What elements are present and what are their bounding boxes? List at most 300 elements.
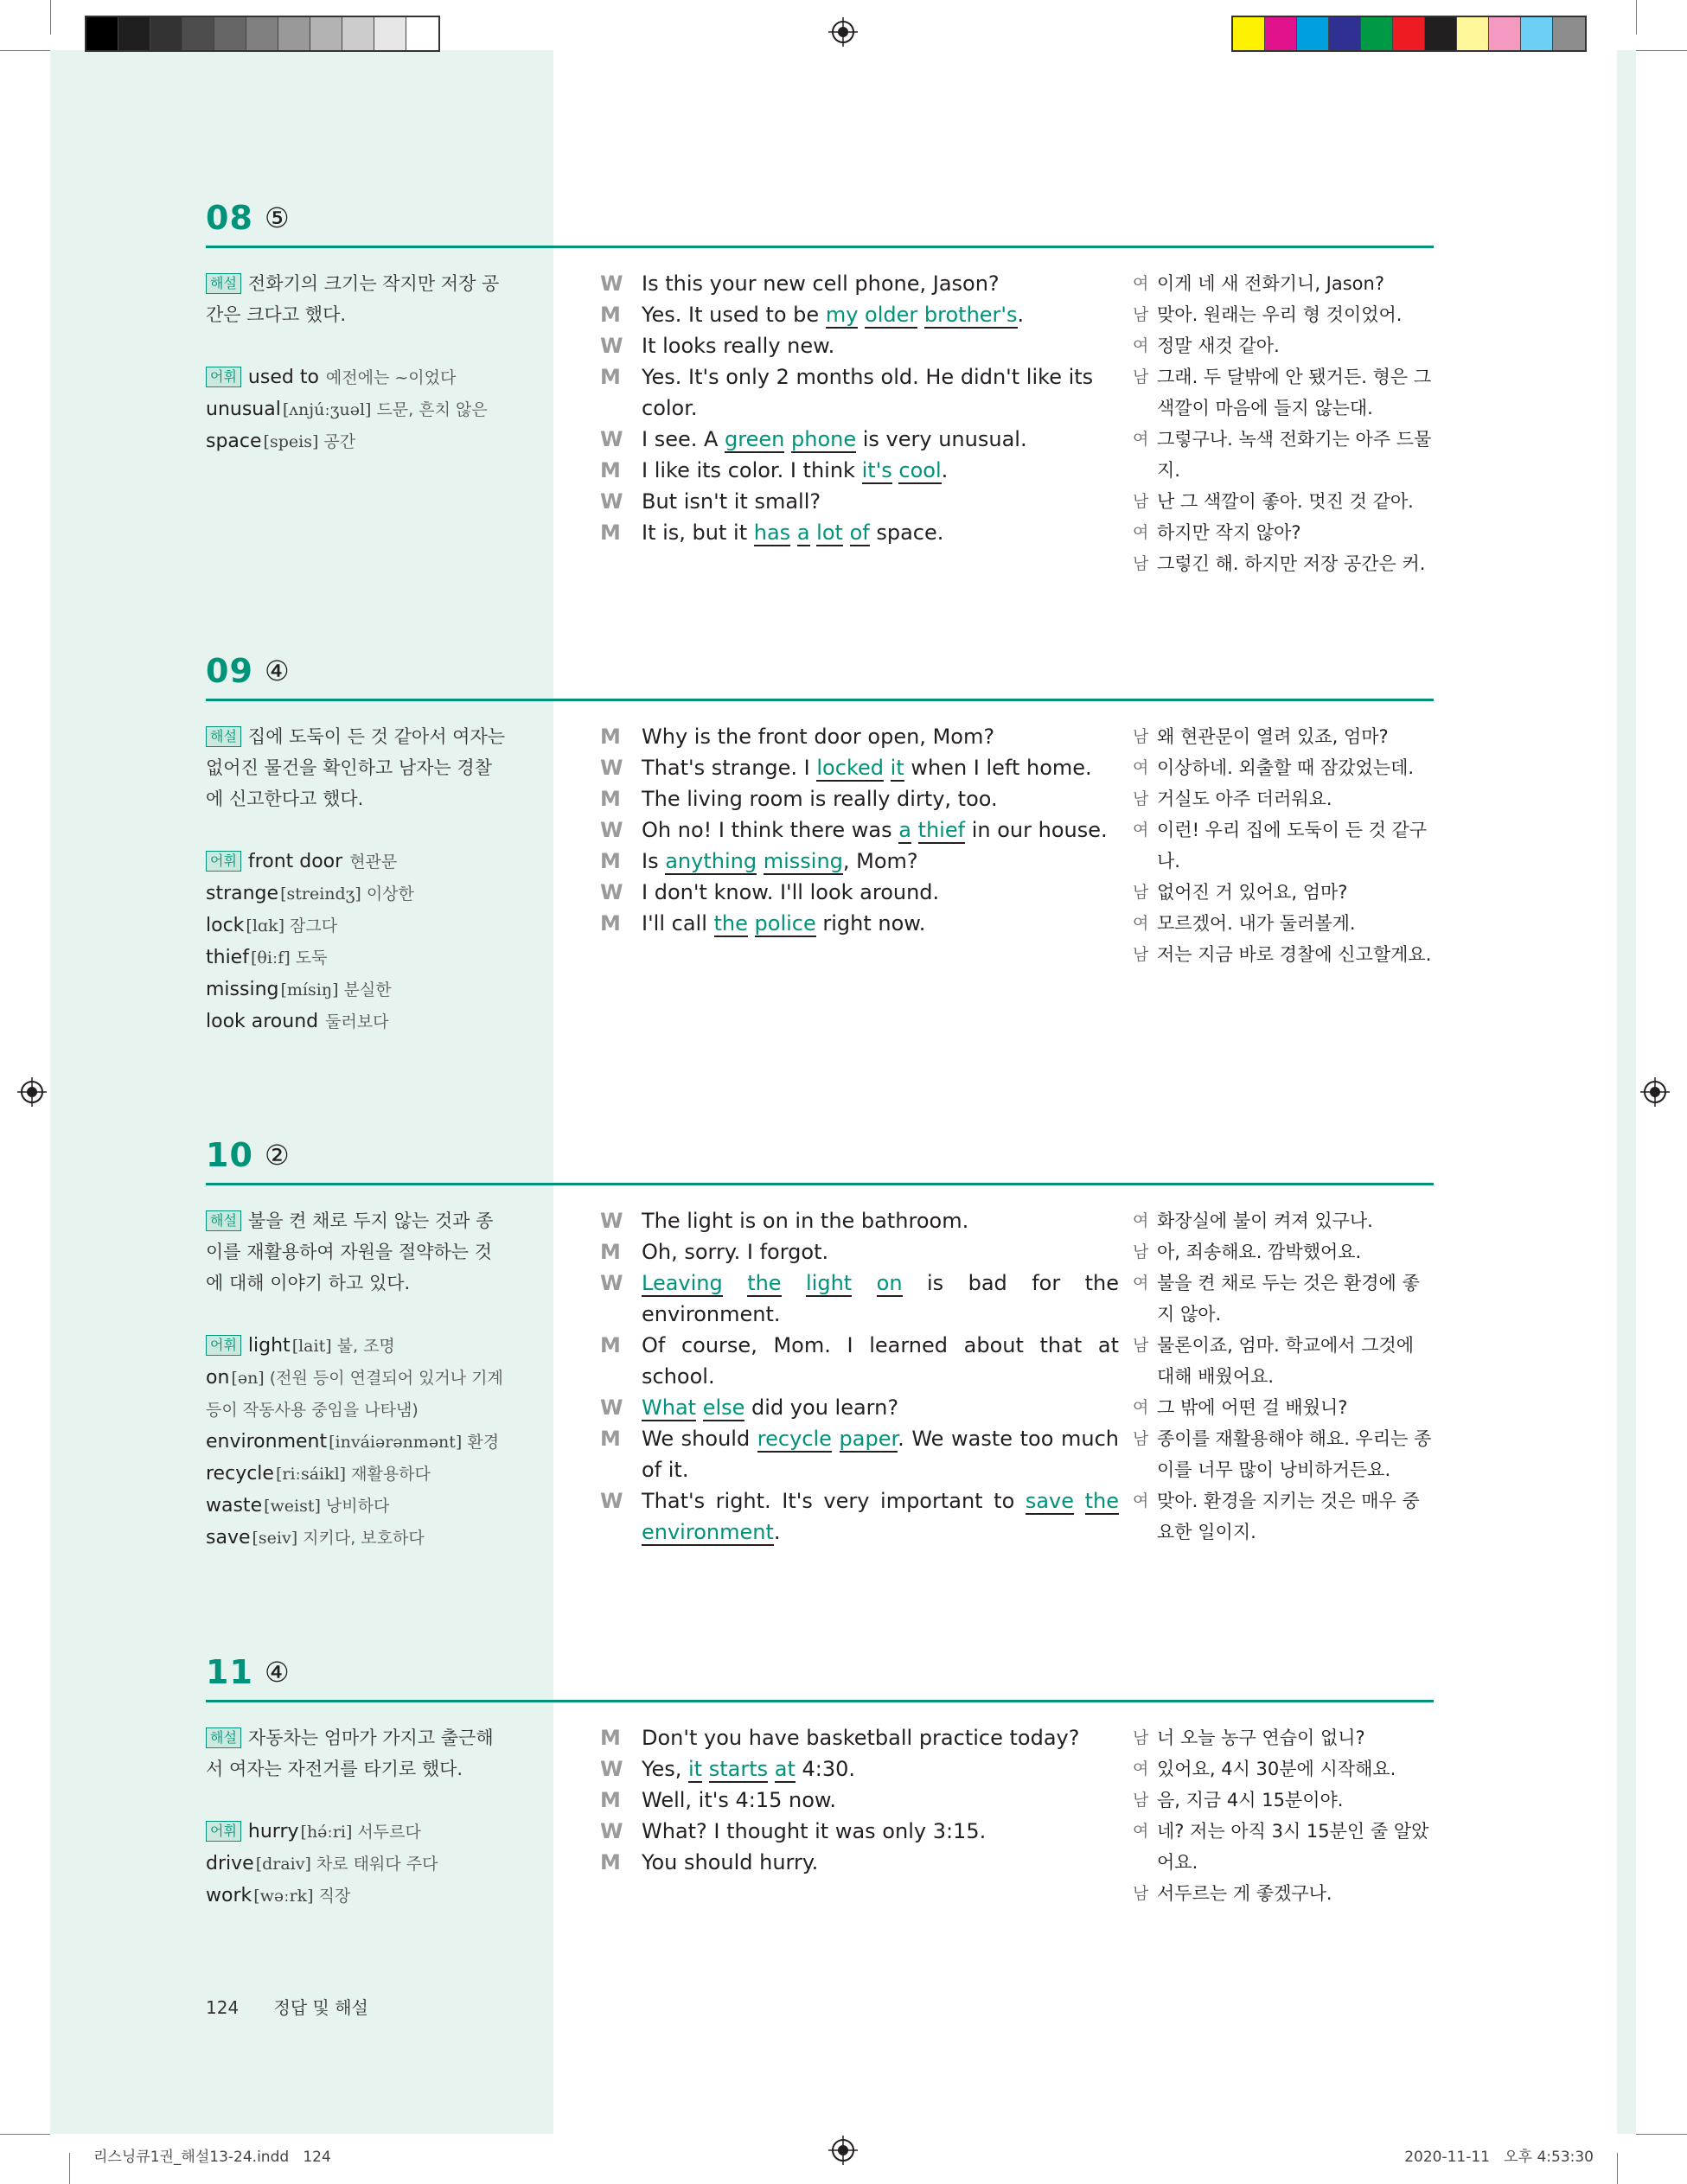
color-swatch <box>1425 17 1457 50</box>
speaker-label: M <box>600 1427 621 1451</box>
speaker-label: W <box>600 1819 623 1843</box>
translation-line <box>1133 361 1434 424</box>
dialogue-text <box>843 520 850 545</box>
translation-text: 있어요, 4시 30분에 시작해요. <box>1157 1759 1396 1779</box>
dialogue-text: I'll call <box>642 911 714 936</box>
vocab-meaning: 잠그다 <box>290 916 338 936</box>
answer-blank-word: it <box>890 756 904 780</box>
answer-blank-word: it <box>688 1757 703 1781</box>
section-divider <box>206 1183 1434 1185</box>
translation-line <box>1133 1878 1434 1909</box>
color-swatch <box>278 17 310 50</box>
speaker-label: W <box>600 427 623 451</box>
dialogue-line <box>600 330 1119 361</box>
vocab-item <box>206 1458 508 1490</box>
explanation-tag: 해설 <box>206 1727 241 1748</box>
section-header <box>206 1653 1434 1705</box>
translation-text: 거실도 아주 더러워요. <box>1157 789 1332 809</box>
translation-line <box>1133 814 1434 877</box>
explanation-body: 전화기의 크기는 작지만 저장 공간은 크다고 했다. <box>206 273 500 325</box>
speaker-label: 남 <box>1133 1884 1149 1903</box>
speaker-label: 남 <box>1133 1336 1149 1355</box>
speaker-label: M <box>600 787 621 811</box>
speaker-label: M <box>600 1788 621 1812</box>
translation-line <box>1133 299 1434 330</box>
translation-text: 맞아. 환경을 지키는 것은 매우 중요한 일이지. <box>1157 1491 1420 1542</box>
dialogue-text <box>723 1271 747 1295</box>
dialogue-line <box>600 1722 1119 1753</box>
speaker-label: W <box>600 1489 623 1513</box>
speaker-label: 남 <box>1133 883 1149 902</box>
vocab-list <box>206 361 508 457</box>
dialogue-text: Oh, sorry. I forgot. <box>642 1240 829 1264</box>
dialogue-text: when I left home. <box>904 756 1092 780</box>
translation-line <box>1133 1816 1434 1878</box>
vocab-tag: 어휘 <box>206 851 241 872</box>
speaker-label: W <box>600 1757 623 1781</box>
vocab-item <box>206 1490 508 1522</box>
vocab-meaning: 분실한 <box>343 980 392 999</box>
explanation-text <box>206 1722 508 1785</box>
vocab-item <box>206 846 508 878</box>
dialogue-line <box>600 783 1119 814</box>
answer-blank-word: a <box>796 520 810 545</box>
vocab-word: lock <box>206 915 245 936</box>
dialogue-script <box>600 721 1119 939</box>
color-swatch <box>1457 17 1489 50</box>
answer-blank-word: paper <box>839 1427 898 1451</box>
vocab-word: missing <box>206 979 279 1000</box>
translation-text: 화장실에 불이 켜져 있구나. <box>1157 1210 1373 1231</box>
dialogue-text <box>1119 1489 1126 1513</box>
translation-line <box>1133 1722 1434 1753</box>
speaker-label: 여 <box>1133 821 1149 840</box>
speaker-label: M <box>600 911 621 936</box>
dialogue-line <box>600 486 1119 517</box>
translation-text: 너 오늘 농구 연습이 없니? <box>1157 1727 1365 1748</box>
dialogue-text <box>832 1427 840 1451</box>
vocab-item <box>206 974 508 1006</box>
page-footer <box>206 1994 368 2019</box>
translation-text: 맞아. 원래는 우리 형 것이었어. <box>1157 304 1403 325</box>
vocab-meaning: 불, 조명 <box>336 1337 395 1356</box>
color-swatch <box>374 17 406 50</box>
vocab-word: on <box>206 1367 230 1389</box>
dialogue-text: Yes. It used to be <box>642 303 826 327</box>
answer-blank-word: brother's <box>923 303 1018 327</box>
dialogue-text: Is this your new cell phone, Jason? <box>642 271 1000 296</box>
vocab-word: unusual <box>206 399 281 420</box>
answer-blank-word: anything <box>665 849 757 873</box>
vocab-pronunciation: [ən] <box>231 1369 265 1388</box>
speaker-label: M <box>600 365 621 389</box>
answer-blank-word: What <box>642 1395 697 1420</box>
speaker-label: 여 <box>1133 1211 1149 1230</box>
speaker-label: 남 <box>1133 554 1149 573</box>
dialogue-text <box>858 303 865 327</box>
color-swatch <box>310 17 342 50</box>
color-swatch <box>1489 17 1521 50</box>
dialogue-text: . We waste too much of it. <box>642 1427 1126 1482</box>
translation-line <box>1133 721 1434 752</box>
speaker-label: W <box>600 1395 623 1420</box>
dialogue-text <box>696 1395 703 1420</box>
speaker-label: 여 <box>1133 523 1149 542</box>
speaker-label: 여 <box>1133 758 1149 777</box>
color-swatch <box>214 17 246 50</box>
translation-text: 물론이죠, 엄마. 학교에서 그것에 대해 배웠어요. <box>1157 1335 1415 1387</box>
color-swatch <box>182 17 214 50</box>
answer-blank-word: older <box>865 303 918 327</box>
speaker-label: W <box>600 489 623 514</box>
explanation-body: 자동차는 엄마가 가지고 출근해서 여자는 자전거를 타기로 했다. <box>206 1727 494 1779</box>
speaker-label: 남 <box>1133 1791 1149 1810</box>
crop-mark <box>0 2134 50 2135</box>
dialogue-text: Yes. It's only 2 months old. He didn't like its color. <box>642 365 1100 420</box>
speaker-label: 남 <box>1133 1728 1149 1747</box>
dialogue-text: , Mom? <box>842 849 918 873</box>
dialogue-text <box>748 911 755 936</box>
color-swatch <box>1521 17 1553 50</box>
translation-line <box>1133 1205 1434 1236</box>
speaker-label: 남 <box>1133 727 1149 746</box>
question-section-10 <box>206 1136 1434 1549</box>
answer-blank-word: Leaving <box>642 1271 723 1295</box>
crop-mark <box>1636 0 1637 35</box>
color-swatch <box>1233 17 1265 50</box>
section-divider <box>206 699 1434 701</box>
vocab-item <box>206 1816 508 1848</box>
vocab-meaning: 공간 <box>323 432 356 451</box>
translation-line <box>1133 877 1434 908</box>
dialogue-text: did you learn? <box>744 1395 899 1420</box>
color-swatch <box>246 17 278 50</box>
vocab-word: look around <box>206 1011 319 1032</box>
speaker-label: 남 <box>1133 1429 1149 1448</box>
speaker-label: M <box>600 725 621 749</box>
speaker-label: 여 <box>1133 1759 1149 1778</box>
vocab-tag: 어휘 <box>206 1335 241 1356</box>
dialogue-text: You should hurry. <box>642 1850 819 1874</box>
dialogue-text: . <box>773 1520 781 1544</box>
registration-mark-icon <box>17 1077 47 1107</box>
dialogue-line <box>600 455 1119 486</box>
vocab-meaning: (전원 등이 연결되어 있거나 기계 등이 작동사용 중임을 나타냄) <box>206 1369 503 1420</box>
dialogue-text: is bad for the environment. <box>642 1271 1126 1326</box>
translation-text: 네? 저는 아직 3시 15분인 줄 알았어요. <box>1157 1821 1429 1873</box>
crop-mark <box>1636 2134 1687 2135</box>
answer-blank-word: it's <box>861 458 892 482</box>
answer-blank-word: has <box>753 520 791 545</box>
question-section-11 <box>206 1653 1434 1906</box>
speaker-label: W <box>600 334 623 358</box>
vocab-word: drive <box>206 1853 254 1874</box>
vocab-list <box>206 846 508 1038</box>
translation-line <box>1133 1330 1434 1392</box>
vocab-meaning: 차로 태워다 주다 <box>316 1855 438 1874</box>
speaker-label: 여 <box>1133 1274 1149 1293</box>
page-number: 124 <box>206 1997 240 2018</box>
translation-line <box>1133 939 1434 970</box>
vocab-item <box>206 1522 508 1554</box>
speaker-label: W <box>600 1209 623 1233</box>
vocab-word: light <box>247 1335 291 1357</box>
grayscale-color-bar <box>85 16 440 52</box>
dialogue-text <box>784 427 791 451</box>
speaker-label: 여 <box>1133 336 1149 355</box>
korean-translation <box>1133 1205 1434 1548</box>
translation-line <box>1133 752 1434 783</box>
color-swatch <box>1265 17 1297 50</box>
answer-blank-word: locked <box>816 756 884 780</box>
dialogue-text <box>911 818 918 842</box>
dialogue-text: The living room is really dirty, too. <box>642 787 998 811</box>
answer-choice: ④ <box>265 1656 290 1689</box>
vocab-list <box>206 1816 508 1912</box>
speaker-label: 남 <box>1133 1242 1149 1261</box>
translation-line <box>1133 1392 1434 1423</box>
answer-blank-word: cool <box>898 458 942 482</box>
explanation-block <box>206 721 508 1038</box>
crop-mark <box>69 2153 70 2184</box>
dialogue-text: But isn't it small? <box>642 489 821 514</box>
answer-choice: ② <box>265 1139 290 1172</box>
vocab-item <box>206 878 508 910</box>
answer-blank-word: phone <box>791 427 857 451</box>
speaker-label: W <box>600 756 623 780</box>
explanation-text <box>206 721 508 814</box>
color-swatch <box>86 17 118 50</box>
speaker-label: 여 <box>1133 1822 1149 1841</box>
korean-translation <box>1133 721 1434 970</box>
question-number: 09 <box>206 652 253 690</box>
answer-blank-word: the <box>1084 1489 1119 1513</box>
speaker-label: W <box>600 1271 623 1295</box>
korean-translation <box>1133 1722 1434 1909</box>
section-header <box>206 652 1434 704</box>
vocab-pronunciation: [hə́ːri] <box>300 1823 353 1842</box>
answer-blank-word: the <box>713 911 748 936</box>
vocab-item <box>206 425 508 457</box>
dialogue-line <box>600 1268 1126 1330</box>
question-number: 10 <box>206 1136 253 1174</box>
vocab-pronunciation: [draiv] <box>255 1855 311 1874</box>
vocab-tag: 어휘 <box>206 1821 241 1842</box>
dialogue-text: Of course, Mom. I learned about that at school. <box>642 1333 1126 1389</box>
speaker-label: M <box>600 1240 621 1264</box>
explanation-body: 집에 도둑이 든 것 같아서 여자는 없어진 물건을 확인하고 남자는 경찰에 신고한다고 했다. <box>206 726 506 809</box>
speaker-label: 여 <box>1133 430 1149 449</box>
dialogue-line <box>600 1847 1119 1878</box>
translation-text: 정말 새것 같아. <box>1157 335 1280 356</box>
dialogue-line <box>600 517 1119 548</box>
registration-mark-icon <box>1640 1077 1670 1107</box>
section-header <box>206 1136 1434 1188</box>
translation-text: 그래. 두 달밖에 안 됐거든. 형은 그 색깔이 마음에 들지 않는대. <box>1157 367 1432 418</box>
dialogue-text <box>768 1757 775 1781</box>
vocab-item <box>206 1426 508 1458</box>
dialogue-line <box>600 752 1119 783</box>
translation-line <box>1133 548 1434 579</box>
translation-text: 종이를 재활용해야 해요. 우리는 종이를 너무 많이 낭비하거든요. <box>1157 1428 1432 1480</box>
vocab-pronunciation: [θiːf] <box>250 948 291 967</box>
dialogue-text: Don't you have basketball practice today? <box>642 1726 1080 1750</box>
translation-text: 음, 지금 4시 15분이야. <box>1157 1790 1344 1810</box>
answer-blank-word: of <box>849 520 870 545</box>
vocab-pronunciation: [speis] <box>263 432 319 451</box>
answer-blank-word: at <box>774 1757 796 1781</box>
dialogue-text: It looks really new. <box>642 334 835 358</box>
translation-text: 아, 죄송해요. 깜박했어요. <box>1157 1242 1362 1262</box>
question-number: 08 <box>206 199 253 237</box>
color-swatch <box>1361 17 1393 50</box>
dialogue-text: right now. <box>815 911 926 936</box>
dialogue-text: . <box>1017 303 1025 327</box>
dialogue-line <box>600 1205 1119 1236</box>
dialogue-text: Is <box>642 849 666 873</box>
vocab-item <box>206 910 508 942</box>
vocab-pronunciation: [lɑk] <box>246 916 284 936</box>
explanation-block <box>206 268 508 457</box>
dialogue-text: 4:30. <box>795 1757 856 1781</box>
answer-blank-word: green <box>725 427 785 451</box>
color-swatch <box>1297 17 1329 50</box>
vocab-pronunciation: [ʌnjúːʒuəl] <box>282 400 372 419</box>
answer-blank-word: police <box>754 911 816 936</box>
registration-mark-icon <box>828 17 858 47</box>
translation-text: 이상하네. 외출할 때 잠갔었는데. <box>1157 757 1415 778</box>
dialogue-text: space. <box>869 520 944 545</box>
vocab-word: recycle <box>206 1463 274 1485</box>
dialogue-text: I like its color. I think <box>642 458 862 482</box>
dialogue-text <box>852 1271 876 1295</box>
dialogue-line <box>600 908 1119 939</box>
dialogue-text: It is, but it <box>642 520 754 545</box>
dialogue-line <box>600 1485 1119 1548</box>
color-swatch <box>118 17 150 50</box>
dialogue-line <box>600 721 1119 752</box>
dialogue-line <box>600 1753 1119 1785</box>
speaker-label: 남 <box>1133 305 1149 324</box>
vocab-pronunciation: [wəːrk] <box>253 1887 314 1906</box>
dialogue-text: What? I thought it was only 3:15. <box>642 1819 987 1843</box>
answer-blank-word: thief <box>917 818 966 842</box>
dialogue-line <box>600 1330 1126 1392</box>
dialogue-script <box>600 1205 1126 1548</box>
question-number: 11 <box>206 1653 253 1691</box>
translation-text: 저는 지금 바로 경찰에 신고할게요. <box>1157 944 1432 965</box>
explanation-text <box>206 1205 508 1299</box>
vocab-word: front door <box>247 851 343 872</box>
translation-text: 불을 켠 채로 두는 것은 환경에 좋지 않아. <box>1157 1273 1420 1325</box>
dialogue-line <box>600 1392 1119 1423</box>
answer-choice: ④ <box>265 655 290 687</box>
vocab-meaning: 둘러보다 <box>325 1012 389 1031</box>
color-swatch <box>150 17 182 50</box>
section-divider <box>206 1700 1434 1702</box>
translation-line <box>1133 1753 1434 1785</box>
right-edge-background <box>1617 50 1636 2134</box>
explanation-tag: 해설 <box>206 726 241 747</box>
speaker-label: 여 <box>1133 1398 1149 1417</box>
dialogue-text <box>884 756 891 780</box>
answer-blank-word: save <box>1025 1489 1075 1513</box>
speaker-label: 여 <box>1133 274 1149 293</box>
explanation-tag: 해설 <box>206 1210 241 1231</box>
vocab-meaning: 예전에는 ~이었다 <box>325 368 457 387</box>
speaker-label: M <box>600 1850 621 1874</box>
vocab-item <box>206 1362 508 1426</box>
vocab-pronunciation: [inváiərənmənt] <box>329 1433 463 1452</box>
answer-blank-word: my <box>825 303 859 327</box>
vocab-meaning: 드문, 흔치 않은 <box>376 400 488 419</box>
dialogue-text <box>917 303 924 327</box>
translation-text: 서두르는 게 좋겠구나. <box>1157 1883 1332 1904</box>
vocab-item <box>206 942 508 974</box>
explanation-block <box>206 1722 508 1912</box>
vocab-item <box>206 1006 508 1038</box>
translation-line <box>1133 1423 1434 1485</box>
dialogue-text: Yes, <box>642 1757 688 1781</box>
dialogue-text: in our house. <box>965 818 1108 842</box>
translation-text: 왜 현관문이 열려 있죠, 엄마? <box>1157 726 1389 747</box>
dialogue-text <box>790 520 797 545</box>
vocab-meaning: 도둑 <box>295 948 328 967</box>
vocab-item <box>206 393 508 425</box>
dialogue-text: Well, it's 4:15 now. <box>642 1788 836 1812</box>
translation-text: 이런! 우리 집에 도둑이 든 것 같구나. <box>1157 820 1428 872</box>
speaker-label: W <box>600 271 623 296</box>
answer-blank-word: missing <box>763 849 843 873</box>
translation-text: 그렇구나. 녹색 전화기는 아주 드물지. <box>1157 429 1432 481</box>
question-section-09 <box>206 652 1434 1032</box>
dialogue-text <box>782 1271 806 1295</box>
translation-line <box>1133 330 1434 361</box>
vocab-pronunciation: [streindʒ] <box>280 884 361 904</box>
vocab-meaning: 낭비하다 <box>325 1497 390 1516</box>
vocab-word: used to <box>247 367 319 388</box>
answer-blank-word: recycle <box>757 1427 832 1451</box>
date-slug: 2020-11-11 오후 4:53:30 <box>1404 2149 1594 2166</box>
vocab-pronunciation: [riːsáikl] <box>275 1465 347 1484</box>
dialogue-line <box>600 846 1119 877</box>
vocab-meaning: 환경 <box>467 1433 500 1452</box>
vocab-meaning: 직장 <box>318 1887 351 1906</box>
dialogue-line <box>600 361 1119 424</box>
dialogue-text <box>702 1757 709 1781</box>
speaker-label: 남 <box>1133 492 1149 511</box>
dialogue-text <box>757 849 764 873</box>
dialogue-line <box>600 1816 1119 1847</box>
dialogue-script <box>600 268 1119 548</box>
translation-text: 모르겠어. 내가 둘러볼게. <box>1157 913 1356 934</box>
speaker-label: 남 <box>1133 367 1149 386</box>
dialogue-script <box>600 1722 1119 1878</box>
vocab-meaning: 서두르다 <box>357 1823 421 1842</box>
speaker-label: M <box>600 520 621 545</box>
translation-text: 하지만 작지 않아? <box>1157 522 1301 543</box>
vocab-word: hurry <box>247 1821 299 1842</box>
dialogue-line <box>600 424 1119 455</box>
vocab-meaning: 재활용하다 <box>351 1465 431 1484</box>
vocab-item <box>206 1330 508 1362</box>
color-swatch <box>406 17 438 50</box>
vocab-word: thief <box>206 947 249 968</box>
translation-line <box>1133 268 1434 299</box>
speaker-label: 남 <box>1133 945 1149 964</box>
answer-choice: ⑤ <box>265 201 290 234</box>
answer-blank-word: a <box>898 818 911 842</box>
